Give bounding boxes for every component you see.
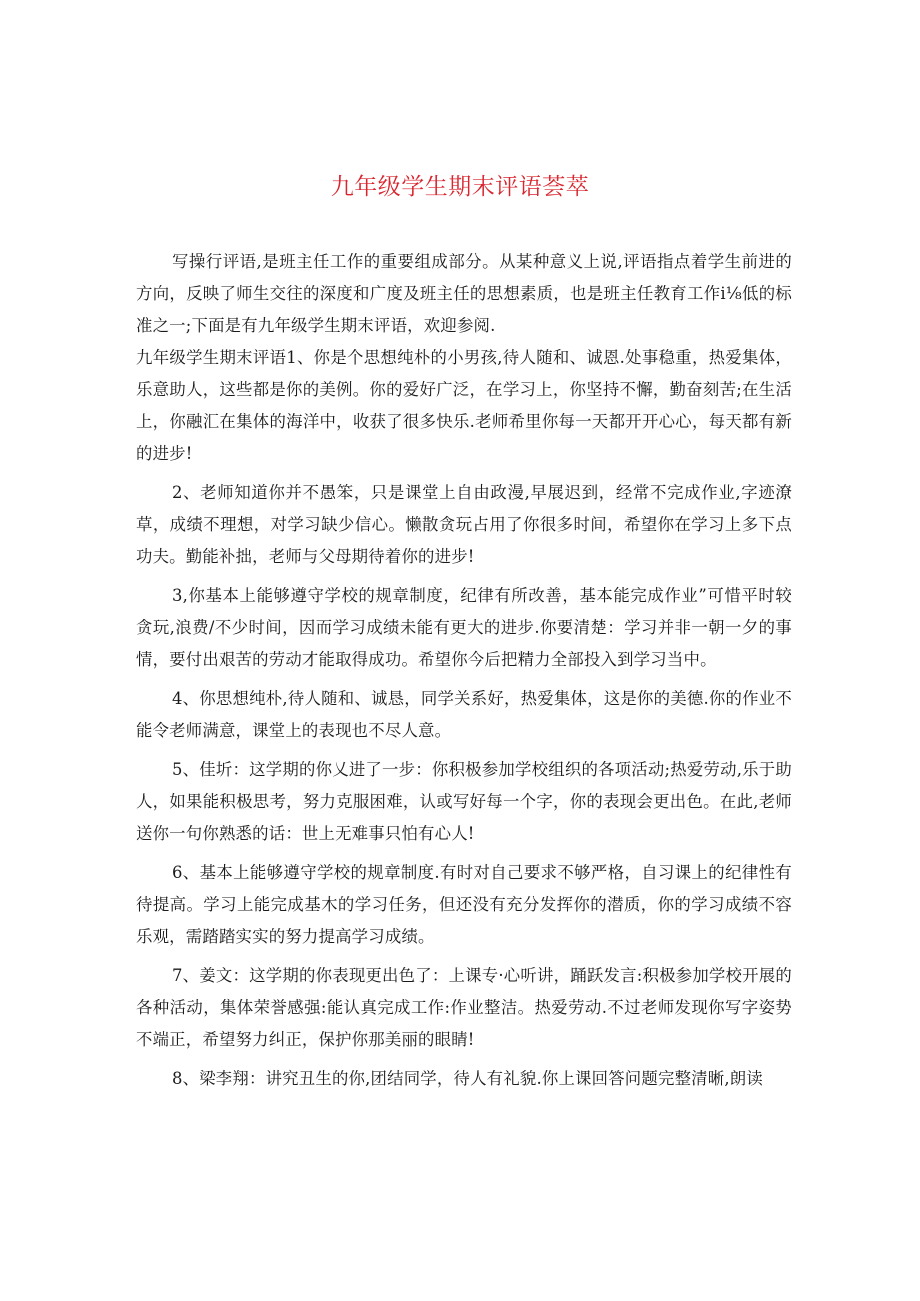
- paragraph-comment-5: 5、佳圻：这学期的你乂进了一步：你积极参加学校组织的各项活动;热爱劳动,乐于助人，如果能积极思考，努力克服困难，认或写好每一个字，你的表现会更出色。在此,老师送你一句你熟悉的话：世上无难事只怕有心人!: [136, 760, 792, 843]
- paragraph-comment-4: 4、你思想纯朴,待人随和、诚恳，同学关系好，热爱集体，这是你的美德.你的作业不能令老师满意，课堂上的表现也不尽人意。: [136, 689, 792, 740]
- paragraph-comment-7: 7、姜文：这学期的你表现更出色了：上课专·心听讲，踊跃发言:积极参加学校开展的各种活动，集体荣誉感强:能认真完成工作:作业整洁。热爱劳动.不过老师发现你写字姿势不端正，希望努力纠正，保护你那美丽的眼睛!: [136, 966, 792, 1049]
- paragraph-comment-6: 6、基本上能够遵守学校的规章制度.有时对自己要求不够严格，自习课上的纪律性有待提高。学习上能完成基木的学习任务，但还没有充分发挥你的潜质，你的学习成绩不容乐观，需踏踏实实的努力提高学习成绩。: [136, 863, 792, 946]
- paragraph-comment-3: 3,你基本上能够遵守学校的规章制度，纪律有所改善，基本能完成作业”可惜平时较贪玩,浪费/不少时间，因而学习成绩未能有更大的进步.你要清楚：学习并非一朝一夕的事情，要付出艰苦的劳动才能取得成功。希望你今后把精力全部投入到学习当中。: [136, 586, 792, 669]
- paragraph-comment-8: 8、梁李翔：讲究丑生的你,团结同学，待人有礼貌.你上课回答问题完整清晰,朗读: [172, 1069, 763, 1088]
- document-body: [136, 246, 792, 1102]
- paragraph-comment-1: 九年级学生期末评语1、你是个思想纯朴的小男孩,待人随和、诚恩.处事稳重，热爱集体，乐意助人，这些都是你的美例。你的爱好广泛，在学习上，你坚持不懈，勤奋刻苦;在生活上，你融汇在集体的海洋中，收获了很多快乐.老师希里你每一天都开开心心，每天都有新的进步!: [136, 348, 792, 463]
- paragraph-intro: 写操行评语,是班主任工作的重要组成部分。从某种意义上说,评语指点着学生前进的方向，反映了师生交往的深度和广度及班主任的思想素质，也是班主任教育工作i⅛低的标准之一;下面是有九年级学生期末评语，欢迎参阅.: [136, 252, 792, 335]
- paragraph-comment-2: 2、老师知道你并不愚笨，只是课堂上自由政漫,早展迟到，经常不完成作业,字迹潦草，成绩不理想，对学习缺少信心。懒散贪玩占用了你很多时间，希望你在学习上多下点功夫。勤能补拙，老师与父母期待着你的进步!: [136, 483, 792, 566]
- document-title: 九年级学生期末评语荟萃: [330, 174, 590, 200]
